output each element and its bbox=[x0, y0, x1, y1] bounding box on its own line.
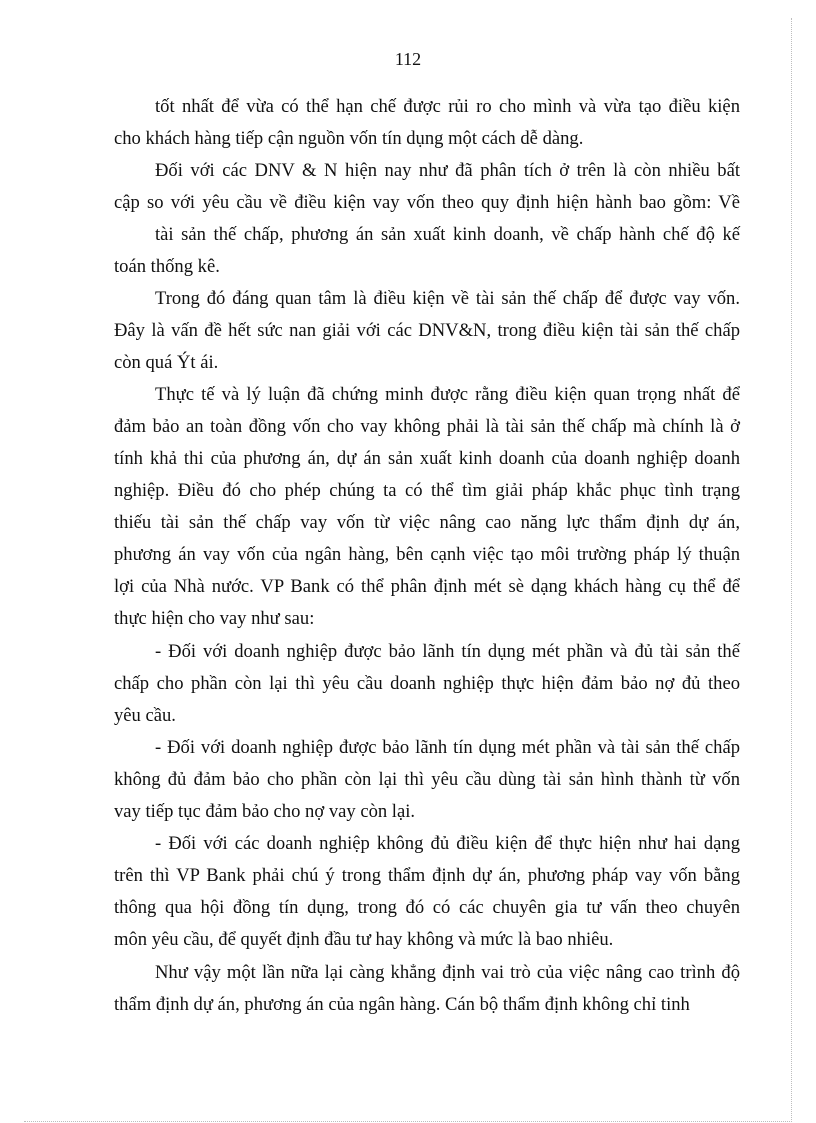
text-line: toán thống kê. bbox=[114, 256, 220, 277]
text-line: tính khả thi của phương án, dự án sản xuất kinh doanh của doanh nghiệp doanh bbox=[114, 448, 740, 469]
text-line: chấp cho phần còn lại thì yêu cầu doanh nghiệp thực hiện đảm bảo nợ đủ theo bbox=[114, 673, 740, 694]
text-line: lợi của Nhà nước. VP Bank có thể phân định mét sè dạng khách hàng cụ thể để bbox=[114, 576, 740, 597]
text-line: tài sản thế chấp, phương án sản xuất kinh doanh, về chấp hành chế độ kế bbox=[155, 224, 740, 245]
text-line: Như vậy một lần nữa lại càng khẳng định vai trò của việc nâng cao trình độ bbox=[155, 962, 740, 983]
page-frame bbox=[24, 18, 792, 1122]
text-line: - Đối với doanh nghiệp được bảo lãnh tín dụng mét phần và đủ tài sản thế bbox=[155, 641, 740, 662]
text-line: cập so với yêu cầu về điều kiện vay vốn theo quy định hiện hành bao gồm: Về bbox=[114, 192, 740, 213]
text-line: đảm bảo an toàn đồng vốn cho vay không phải là tài sản thế chấp mà chính là ở bbox=[114, 416, 740, 437]
text-line: - Đối với doanh nghiệp được bảo lãnh tín dụng mét phần và tài sản thế chấp bbox=[155, 737, 740, 758]
text-line: tốt nhất để vừa có thể hạn chế được rủi ro cho mình và vừa tạo điều kiện bbox=[155, 96, 740, 117]
text-line: không đủ đảm bảo cho phần còn lại thì yêu cầu dùng tài sản hình thành từ vốn bbox=[114, 769, 740, 790]
text-line: cho khách hàng tiếp cận nguồn vốn tín dụng một cách dễ dàng. bbox=[114, 128, 584, 149]
text-line: nghiệp. Điều đó cho phép chúng ta có thể tìm giải pháp khắc phục tình trạng bbox=[114, 480, 740, 501]
text-line: thông qua hội đồng tín dụng, trong đó có các chuyên gia tư vấn theo chuyên bbox=[114, 897, 740, 918]
text-line: thẩm định dự án, phương án của ngân hàng. Cán bộ thẩm định không chỉ tinh bbox=[114, 994, 690, 1015]
page-number: 112 bbox=[394, 49, 422, 69]
text-line: trên thì VP Bank phải chú ý trong thẩm định dự án, phương pháp vay vốn bằng bbox=[114, 865, 740, 886]
text-line: thực hiện cho vay như sau: bbox=[114, 608, 315, 629]
text-line: Trong đó đáng quan tâm là điều kiện về tài sản thế chấp để được vay vốn. bbox=[155, 288, 740, 309]
text-line: phương án vay vốn của ngân hàng, bên cạnh việc tạo môi trường pháp lý thuận bbox=[114, 544, 740, 565]
text-line: - Đối với các doanh nghiệp không đủ điều kiện để thực hiện như hai dạng bbox=[155, 833, 740, 854]
text-line: yêu cầu. bbox=[114, 705, 176, 726]
text-line: Thực tế và lý luận đã chứng minh được rằng điều kiện quan trọng nhất để bbox=[155, 384, 740, 405]
text-line: còn quá Ýt ái. bbox=[114, 352, 219, 373]
text-line: Đối với các DNV & N hiện nay như đã phân tích ở trên là còn nhiều bất bbox=[155, 160, 740, 181]
text-line: thiếu tài sản thế chấp vay vốn từ việc nâng cao năng lực thẩm định dự án, bbox=[114, 512, 740, 533]
text-line: Đây là vấn đề hết sức nan giải với các DNV&N, trong điều kiện tài sản thế chấp bbox=[114, 320, 740, 341]
text-line: vay tiếp tục đảm bảo cho nợ vay còn lại. bbox=[114, 801, 416, 822]
text-line: môn yêu cầu, để quyết định đầu tư hay không và mức là bao nhiêu. bbox=[114, 929, 614, 950]
